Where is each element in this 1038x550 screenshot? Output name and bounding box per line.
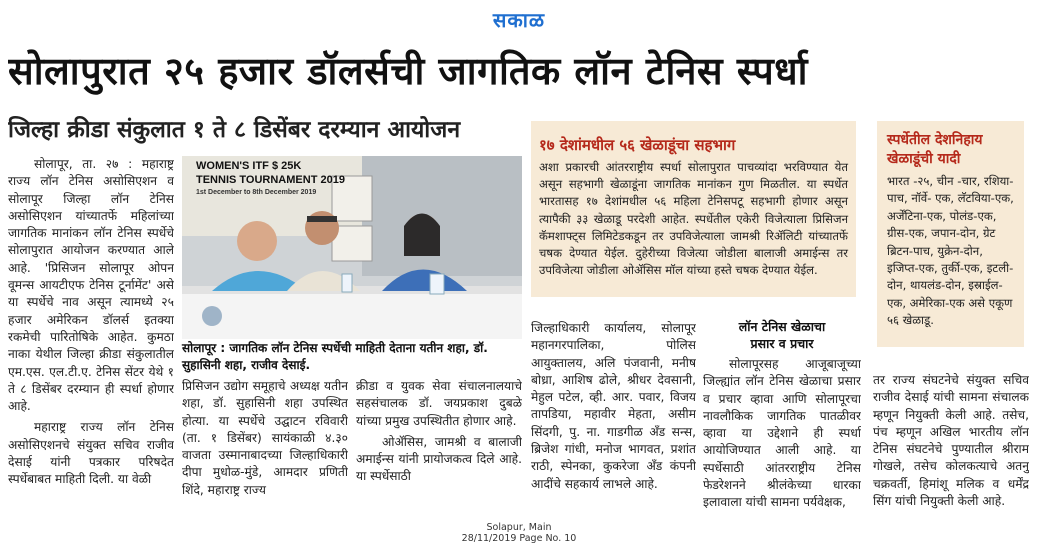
- article-column-1: [8, 156, 174, 518]
- article-paragraph: प्रिसिजन उद्योग समूहाचे अध्यक्ष यतीन शहा, डॉ. सुहासिनी शहा उपस्थित होत्या. या स्पर्धेचे उद्घाटन रविवारी (ता. १ डिसेंबर) सायंकाळी ४.३० वाजता उस्मानाबादच्या जिल्हाधिकारी दीपा मुधोळ-मुंडे, आमदार प्रणिती शिंदे, महाराष्ट्र राज्य: [182, 379, 348, 497]
- page-footer: [0, 522, 1038, 544]
- banner-line-3: 1st December to 8th December 2019: [196, 189, 317, 196]
- article-column-5: [703, 318, 861, 518]
- box-text: भारत -२५, चीन -चार, रशिया-पाच, नॉर्वे- एक, लॅटविया-एक, अर्जेंटिना-एक, पोलंड-एक, ग्रीस-एक, जपान-दोन, ग्रेट ब्रिटन-पाच, युक्रेन-दोन, इजिप्त-एक, तुर्की-एक, इटली-दोन, थायलंड-दोन, इस्राईल-एक, अमेरिका-एक असे एकूण ५६ खेळाडू.: [887, 174, 1014, 328]
- article-paragraph: सोलापूरसह आजूबाजूच्या जिल्ह्यांत लॉन टेनिस खेळाचा प्रसार व प्रचार व्हावा आणि सोलापूरचा नावलौकिक जागतिक पातळीवर व्हावा या उद्देशाने ही स्पर्धा आयोजिण्यात आली आहे. या स्पर्धेसाठी आंतरराष्ट्रीय टेनिस फेडरेशनने श्रीलंकेच्या धारका इलावाला यांची सामना पर्यवेक्षक,: [703, 357, 861, 510]
- article-paragraph: जिल्हाधिकारी कार्यालय, सोलापूर महानगरपालिका, पोलिस आयुक्तालय, अलि पंजवानी, मनीष बोध्रा, आशिष ढोले, श्रीधर देवसानी, मेहुल पटेल, व्ही. आर. पवार, विजय तापडिया, महावीर मेहता, असीम सिंदगी, पु. ना. गाडगीळ अँड सन्स, ब्रिजेश गांधी, मनोज भागवत, प्रशांत राठी, स्पेनका, कुकरेजा अँड कंपनी आदींचे सहकार्य लाभले आहे.: [531, 321, 696, 491]
- country-list-box: [877, 121, 1024, 347]
- article-column-6: [873, 372, 1029, 518]
- article-text: [703, 356, 861, 516]
- section-heading-line-2: प्रसार व प्रचार: [750, 336, 814, 351]
- section-heading-line-1: लॉन टेनिस खेळाचा: [738, 319, 826, 334]
- banner-line-2: TENNIS TOURNAMENT 2019: [196, 174, 345, 186]
- tournament-banner: [196, 160, 346, 198]
- article-paragraph: क्रीडा व युवक सेवा संचालनालयाचे सहसंचालक डॉ. जयप्रकाश दुबळे यांच्या प्रमुख उपस्थितीत होणार आहे.: [356, 379, 522, 428]
- article-paragraph: सोलापूर, ता. २७ : महाराष्ट्र राज्य लॉन टेनिस असोसिएशन व सोलापूर जिल्हा लॉन टेनिस असोसिएशन यांच्यातर्फे महिलांच्या जागतिक मानांकन लॉन टेनिस स्पर्धेचे सोलापुरात आयोजन करण्यात आले आहे. 'प्रिसिजन सोलापूर ओपन वूमन्स आयटीएफ टेनिस टूर्नामेंट' असे या स्पर्धेचे नाव असून त्यामध्ये २५ हजार अमेरिकन डॉलर्स इतक्या रकमेची पारितोषिके आहेत. कुमठा नाका येथील जिल्हा क्रीडा संकुलातील एम.एस. एल.टी.ए. टेनिस सेंटर येथे १ ते ८ डिसेंबर दरम्यान ही स्पर्धा होणार आहे.: [8, 157, 174, 414]
- headline: सोलापुरात २५ हजार डॉलर्सची जागतिक लॉन टेनिस स्पर्धा: [8, 49, 808, 93]
- box-text: अशा प्रकारची आंतरराष्ट्रीय स्पर्धा सोलापुरात पाचव्यांदा भरविण्यात येत असून सहभागी खेळाडूंना जागतिक मानांकन गुण मिळतील. या स्पर्धेत भारतासह १७ देशांमधील ५६ महिला टेनिसपटू सहभागी होणार असून त्यापैकी ३३ खेळाडू परदेशी आहेत. स्पर्धेतील एकेरी विजेत्याला प्रिसिजन कॅमशाफ्ट्स लिमिटेडकडून तर उपविजेत्याला जामश्री रिॲलिटी यांच्यातर्फे चषक देण्यात येईल. दुहेरीच्या विजेत्या जोडीला बालाजी अमाईन्स तर उपविजेत्या जोडीला ओॲसिस मॉल यांच्या हस्ते चषक देण्यात येईल.: [539, 160, 848, 278]
- article-paragraph: महाराष्ट्र राज्य लॉन टेनिस असोसिएशनचे संयुक्त सचिव राजीव देसाई यांनी पत्रकार परिषदेत स्पर्धेबाबत माहिती दिली. या वेळी: [8, 420, 174, 487]
- footer-date-page: 28/11/2019 Page No. 10: [461, 533, 577, 544]
- box-title: १७ देशांमधील ५६ खेळाडूंचा सहभाग: [539, 136, 736, 154]
- article-column-2: [182, 378, 348, 518]
- masthead-logo: सकाळ: [492, 8, 546, 32]
- article-column-4: [531, 320, 696, 518]
- banner-line-1: WOMEN'S ITF $ 25K: [196, 160, 302, 172]
- footer-edition: Solapur, Main: [486, 522, 552, 533]
- photo-caption: सोलापूर : जागतिक लॉन टेनिस स्पर्धेची माहिती देताना यतीन शहा, डॉ. सुहासिनी शहा, राजीव देसाई.: [182, 341, 488, 372]
- box-title: स्पर्धेतील देशनिहाय खेळाडूंची यादी: [887, 132, 983, 167]
- article-paragraph: ओॲसिस, जामश्री व बालाजी अमाईन्स यांनी प्रायोजकत्व दिले आहे. या स्पर्धेसाठी: [356, 434, 522, 484]
- article-column-3: [356, 378, 522, 518]
- press-conference-photo: [182, 156, 522, 339]
- article-paragraph: तर राज्य संघटनेचे संयुक्त सचिव राजीव देसाई यांची सामना संचालक म्हणून नियुक्ती केली आहे. तसेच, पंच म्हणून अखिल भारतीय लॉन टेनिस संघटनेचे पुण्यातील श्रीराम गोखले, तसेच कोलकत्याचे अतनु चक्रवर्ती, हिमांशू मलिक व धर्मेंद्र सिंग यांची नियुक्ती केली आहे.: [873, 373, 1029, 509]
- players-participation-box: [531, 121, 856, 297]
- section-heading: [703, 318, 861, 352]
- subheadline: जिल्हा क्रीडा संकुलात १ ते ८ डिसेंबर दरम्यान आयोजन: [8, 117, 461, 143]
